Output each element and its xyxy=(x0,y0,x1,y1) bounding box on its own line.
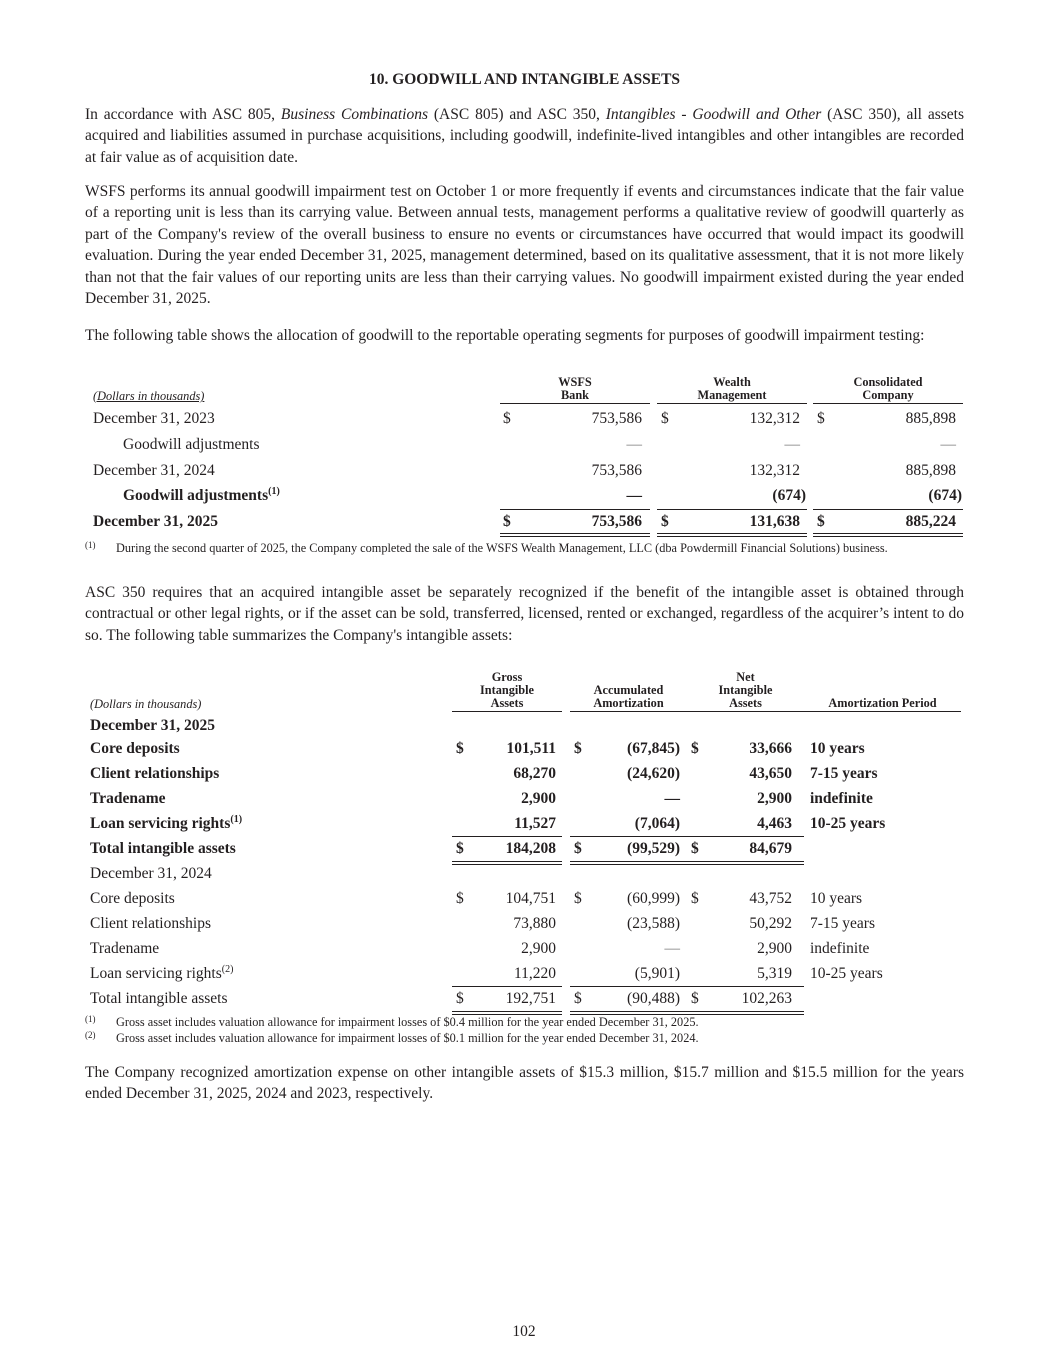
cell-accumulated-amortization: (60,999) xyxy=(627,890,680,907)
cell-consolidated: 885,898 xyxy=(905,462,956,479)
total-double-rule xyxy=(687,1011,804,1012)
cell-accumulated-amortization: (5,901) xyxy=(634,965,680,982)
row-label-text: Total intangible assets xyxy=(90,840,236,857)
dollar-sign: $ xyxy=(456,890,464,907)
header-line: Company xyxy=(813,389,963,404)
header-line: Intangible xyxy=(480,683,534,697)
cell-accumulated-amortization: (99,529) xyxy=(627,840,680,857)
dollar-sign: $ xyxy=(456,740,464,757)
table-row xyxy=(85,513,964,535)
cell-net-intangible: 84,679 xyxy=(749,840,792,857)
cell-net-intangible: 50,292 xyxy=(749,915,792,932)
cell-accumulated-amortization: — xyxy=(664,790,680,807)
row-label-text: Client relationships xyxy=(90,915,211,932)
table-row xyxy=(85,462,964,484)
footnote-ref: (1) xyxy=(230,813,243,825)
col-gross-intangible-assets xyxy=(452,671,562,712)
footnote-ref: (1) xyxy=(268,485,280,497)
header-line: WSFS xyxy=(558,375,592,389)
cell-accumulated-amortization: — xyxy=(664,940,680,957)
cell-net-intangible: 4,463 xyxy=(757,815,792,832)
paragraph-impairment-test: WSFS performs its annual goodwill impairment test on October 1 or more frequently if events and circumstances indicate that the fair value of a reporting unit is less than its carrying value. Between annual tests, management performs a qualitative review of goodwill quarterly as part of the Company's review of the overall business to ensure no events or circumstances have occurred that would impact its goodwill evaluation. During the year ended December 31, 2025, management determined, based on its qualitative assessment, that it is not more likely than not that the fair values of our reporting units are less than their carrying values. No goodwill impairment existed during the year ended December 31, 2025. xyxy=(85,183,964,308)
cell-amortization-period: 10-25 years xyxy=(810,965,883,982)
footnote-text: Gross asset includes valuation allowance for impairment losses of $0.1 million for the year ended December 31, 2024. xyxy=(116,1031,699,1045)
cell-wealth-management: 131,638 xyxy=(749,513,800,530)
para1-text-1: In accordance with ASC 805, xyxy=(85,106,281,123)
cell-wsfs-bank: — xyxy=(626,436,642,453)
total-double-rule xyxy=(452,1011,562,1012)
table-row xyxy=(85,765,964,787)
cell-wsfs-bank: 753,586 xyxy=(591,410,642,427)
cell-consolidated: (674) xyxy=(928,487,962,504)
table-row xyxy=(85,940,964,962)
cell-accumulated-amortization: (23,588) xyxy=(627,915,680,932)
dollar-sign: $ xyxy=(817,513,825,530)
dollar-sign: $ xyxy=(691,740,699,757)
cell-wealth-management: — xyxy=(784,436,800,453)
row-label-text: Client relationships xyxy=(90,765,220,782)
cell-amortization-period: 10 years xyxy=(810,740,865,757)
para1-text-2: (ASC 805) and ASC 350, xyxy=(428,106,606,123)
total-double-rule xyxy=(687,861,804,862)
footnote-text: During the second quarter of 2025, the Company completed the sale of the WSFS Wealth Management, LLC (dba Powdermill Financial Solutions) business. xyxy=(116,541,888,555)
total-double-rule xyxy=(570,861,687,862)
header-line: Amortization Period xyxy=(804,697,961,712)
subtotal-rule xyxy=(687,986,804,987)
goodwill-col-consolidated-company xyxy=(813,376,963,404)
dollar-sign: $ xyxy=(691,890,699,907)
dollar-sign: $ xyxy=(661,513,669,530)
subtotal-rule xyxy=(452,986,562,987)
cell-net-intangible: 102,263 xyxy=(741,990,792,1007)
cell-amortization-period: 7-15 years xyxy=(810,765,878,782)
row-label xyxy=(90,740,180,758)
total-double-rule xyxy=(657,533,807,534)
col-amortization-period xyxy=(804,697,961,712)
cell-net-intangible: 43,650 xyxy=(749,765,792,782)
table-row xyxy=(85,436,964,458)
total-double-rule xyxy=(570,1011,687,1012)
subtotal-rule xyxy=(570,836,687,837)
row-label xyxy=(90,815,242,833)
header-line: Gross xyxy=(491,670,523,684)
row-label xyxy=(123,487,280,505)
header-line: Amortization xyxy=(570,697,687,712)
cell-net-intangible: 33,666 xyxy=(749,740,792,757)
cell-consolidated: 885,224 xyxy=(905,513,956,530)
dollar-sign: $ xyxy=(691,840,699,857)
section-heading-2024 xyxy=(85,865,964,887)
table-row xyxy=(85,840,964,862)
row-label xyxy=(90,990,228,1008)
cell-wealth-management: (674) xyxy=(772,487,806,504)
row-label-text: Core deposits xyxy=(90,740,180,757)
table-row xyxy=(85,410,964,432)
row-label: December 31, 2024 xyxy=(90,865,212,882)
row-label-text: Tradename xyxy=(90,940,160,957)
col-net-intangible-assets xyxy=(687,671,804,712)
row-label xyxy=(90,915,211,933)
total-double-rule xyxy=(813,536,963,537)
row-label xyxy=(90,890,175,908)
dollar-sign: $ xyxy=(456,840,464,857)
cell-gross-intangible: 11,527 xyxy=(514,815,556,832)
row-label: Goodwill adjustments xyxy=(123,436,260,453)
cell-wsfs-bank: 753,586 xyxy=(591,462,642,479)
cell-gross-intangible: 104,751 xyxy=(505,890,556,907)
row-label-text: Loan servicing rights xyxy=(90,965,222,982)
cell-consolidated: — xyxy=(940,436,956,453)
header-line: Bank xyxy=(500,389,650,404)
subtotal-rule xyxy=(657,509,807,510)
row-label xyxy=(90,940,159,958)
cell-wealth-management: 132,312 xyxy=(749,462,800,479)
row-label: December 31, 2023 xyxy=(93,410,215,427)
header-line: Assets xyxy=(687,697,804,712)
header-line: Accumulated xyxy=(593,683,664,697)
paragraph-asc-intro xyxy=(85,104,964,168)
subtotal-rule xyxy=(452,836,562,837)
cell-gross-intangible: 73,880 xyxy=(513,915,556,932)
dollar-sign: $ xyxy=(817,410,825,427)
cell-amortization-period: 10-25 years xyxy=(810,815,886,832)
cell-accumulated-amortization: (90,488) xyxy=(627,990,680,1007)
header-line: Management xyxy=(657,389,807,404)
total-double-rule xyxy=(657,536,807,537)
total-double-rule xyxy=(452,861,562,862)
header-line: Assets xyxy=(452,697,562,712)
cell-net-intangible: 5,319 xyxy=(757,965,792,982)
table-row xyxy=(85,965,964,987)
dollar-sign: $ xyxy=(574,740,582,757)
row-label-text: Total intangible assets xyxy=(90,990,228,1007)
cell-accumulated-amortization: (67,845) xyxy=(627,740,680,757)
table-row xyxy=(85,740,964,762)
table-row xyxy=(85,890,964,912)
total-double-rule xyxy=(500,533,650,534)
para1-italic-1: Business Combinations xyxy=(280,106,429,123)
section-title: 10. GOODWILL AND INTANGIBLE ASSETS xyxy=(368,71,681,88)
header-line: Wealth xyxy=(713,375,751,389)
cell-consolidated: 885,898 xyxy=(905,410,956,427)
cell-gross-intangible: 2,900 xyxy=(521,790,556,807)
cell-gross-intangible: 11,220 xyxy=(513,965,556,982)
footnote-mark: (1) xyxy=(85,540,96,550)
dollar-sign: $ xyxy=(503,513,511,530)
footnote-ref: (2) xyxy=(221,963,234,975)
table-row xyxy=(85,915,964,937)
cell-wealth-management: 132,312 xyxy=(749,410,800,427)
row-label: December 31, 2024 xyxy=(93,462,215,479)
footnote-text: Gross asset includes valuation allowance for impairment losses of $0.4 million for the year ended December 31, 2025. xyxy=(116,1015,699,1029)
row-label-text: Core deposits xyxy=(90,890,175,907)
row-label xyxy=(90,840,236,858)
paragraph-asc350: ASC 350 requires that an acquired intangible asset be separately recognized if the benefit of the intangible asset is obtained through contractual or other legal rights, or if the asset can be sold, transferred, licensed, rented or exchanged, regardless of the acquirer’s intent to do so. The following table summarizes the Company's intangible assets: xyxy=(85,584,964,644)
intangible-units-label: (Dollars in thousands) xyxy=(90,697,202,711)
row-label: December 31, 2025 xyxy=(93,513,218,530)
subtotal-rule xyxy=(687,836,804,837)
col-accumulated-amortization xyxy=(570,684,687,712)
cell-gross-intangible: 184,208 xyxy=(505,840,556,857)
dollar-sign: $ xyxy=(503,410,511,427)
dollar-sign: $ xyxy=(456,990,464,1007)
para1-text-3: (ASC 350), all assets acquired and liabilities assumed in purchase acquisitions, including goodwill, indefinite-lived intangibles and other intangibles are recorded at fair value as of acquisition date. xyxy=(85,106,964,166)
row-label-text: Loan servicing rights xyxy=(90,815,231,832)
dollar-sign: $ xyxy=(574,990,582,1007)
footnote-mark: (1) xyxy=(85,1014,96,1024)
paragraph-amortization-expense: The Company recognized amortization expense on other intangible assets of $15.3 million, $15.7 million and $15.5 million for the years ended December 31, 2025, 2024 and 2023, respectively. xyxy=(85,1064,964,1103)
section-heading-2025 xyxy=(85,717,964,739)
cell-amortization-period: 7-15 years xyxy=(810,915,875,932)
cell-wsfs-bank: 753,586 xyxy=(591,513,642,530)
header-line: Intangible xyxy=(718,683,773,697)
subtotal-rule xyxy=(813,509,963,510)
header-line: Consolidated xyxy=(853,375,923,389)
footnote-mark: (2) xyxy=(85,1030,96,1040)
total-double-rule xyxy=(813,533,963,534)
cell-net-intangible: 2,900 xyxy=(757,940,792,957)
row-label-text: Goodwill adjustments xyxy=(123,487,269,504)
row-label xyxy=(90,965,233,983)
dollar-sign: $ xyxy=(574,890,582,907)
cell-amortization-period: 10 years xyxy=(810,890,863,907)
table-row xyxy=(85,790,964,812)
dollar-sign: $ xyxy=(574,840,582,857)
header-line: Net xyxy=(736,670,755,684)
paragraph-goodwill-allocation: The following table shows the allocation of goodwill to the reportable operating segments for purposes of goodwill impairment testing: xyxy=(85,327,925,344)
goodwill-units-label: (Dollars in thousands) xyxy=(93,389,205,403)
cell-wsfs-bank: — xyxy=(626,487,642,504)
cell-amortization-period: indefinite xyxy=(810,790,873,807)
cell-accumulated-amortization: (24,620) xyxy=(627,765,680,782)
goodwill-col-wsfs-bank xyxy=(500,376,650,404)
subtotal-rule xyxy=(570,986,687,987)
table-row xyxy=(85,487,964,509)
cell-gross-intangible: 68,270 xyxy=(513,765,556,782)
goodwill-col-wealth-management xyxy=(657,376,807,404)
cell-accumulated-amortization: (7,064) xyxy=(634,815,680,832)
subtotal-rule xyxy=(500,509,650,510)
table-row xyxy=(85,990,964,1012)
cell-gross-intangible: 2,900 xyxy=(521,940,556,957)
cell-net-intangible: 43,752 xyxy=(749,890,792,907)
cell-amortization-period: indefinite xyxy=(810,940,870,957)
row-label xyxy=(90,765,219,783)
dollar-sign: $ xyxy=(661,410,669,427)
para1-italic-2: Intangibles - Goodwill and Other xyxy=(605,106,822,123)
row-label: December 31, 2025 xyxy=(90,717,215,734)
table-row xyxy=(85,815,964,837)
dollar-sign: $ xyxy=(691,990,699,1007)
cell-gross-intangible: 192,751 xyxy=(505,990,556,1007)
row-label-text: Tradename xyxy=(90,790,166,807)
cell-net-intangible: 2,900 xyxy=(757,790,792,807)
total-double-rule xyxy=(500,536,650,537)
page-number: 102 xyxy=(512,1323,536,1340)
row-label xyxy=(90,790,165,808)
cell-gross-intangible: 101,511 xyxy=(506,740,556,757)
